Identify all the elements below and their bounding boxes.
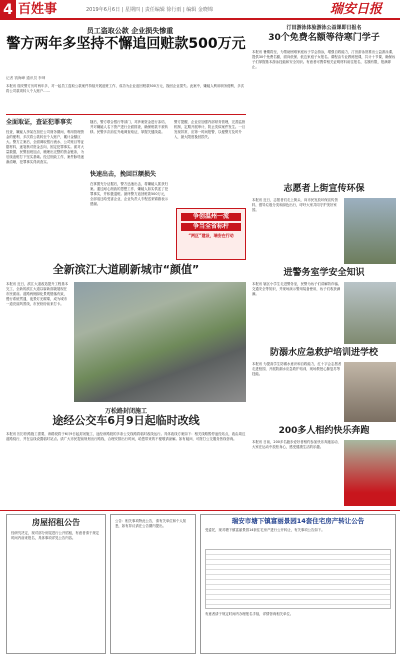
dateline: 2019年6月6日 | 星期四 | 责任编辑 徐行雨 | 编辑 金晓锦	[86, 7, 213, 13]
auction-table	[205, 549, 391, 609]
lead-intro: 本报讯 瑞安警方历时两年多，对一起员工盗取公款案件持续开展追赃工作，成功为企业追回赃款500万元，挽回企业损失。此案中，嫌疑人利用职务便利，多次将公司款项转入个人账户……	[6, 84, 245, 93]
column-text-3: 在掌握充分证据后，警方迅速出击，将嫌疑人抓获归案。通过耐心细致的思想工作，嫌疑人如实供述了犯罪事实，并积极退赃。最终警方追回赃款500万元，全部返还给受害企业，企业负责人专程送来锦旗表示感谢。	[90, 182, 168, 206]
binjiang-headline: 全新滨江大道刷新城市“颜值”	[52, 263, 200, 276]
rent-notice	[6, 514, 106, 654]
flood-photo	[344, 362, 396, 422]
column-text-2: 随后，警方联合银行等部门，对涉案资金进行冻结，并对嫌疑人名下资产进行全面排查，确保赃款不被转移。民警多次前往外地调查取证，掌握关键线索。	[90, 120, 168, 134]
flood-headline: 防溺水应急救护培训进学校	[269, 348, 378, 358]
column-text-1: 经查，嫌疑人李某在担任公司财务期间，利用管理资金的便利，多次将公款转至个人账户，累计金额巨大。警方立案后，全面调取银行流水、公司账目等证据材料，逐笔核对资金去向，固定犯罪事实。面对大量数据，民警加班加点，梳理出完整的资金链条，为后续追赃打下坚实基础。经过细致工作，案件脉络逐渐清晰，犯罪事实得到查实。	[6, 130, 84, 164]
section-title: 百姓事	[18, 2, 58, 17]
run-text: 本报讯 日前，200多名跑步爱好者相约参加快乐奔跑活动，大家在运动中放松身心，感受健康生活的乐趣。	[252, 440, 341, 449]
notice-text: 公告：相关事项特此公告，请有关单位和个人知悉，如有异议请在公告期内提出。	[115, 519, 187, 528]
auction-text: 受委托，现对塘下镇富丽景园14套住宅房产进行公开转让，有关事项公告如下。	[205, 528, 325, 533]
rent-title: 房屋招租公告	[32, 518, 80, 527]
volunteer-headline: 志愿者上街宣传环保	[283, 184, 365, 194]
rent-text: 经研究决定，现对部分房屋进行公开招租，有意者请于规定时间内前来报名，具体事项详见公告内容。	[11, 531, 100, 541]
volunteer-photo	[344, 198, 396, 264]
security-photo	[344, 282, 396, 344]
security-text: 本报讯 辖区小学生走进警务室，民警为孩子们讲解防诈骗、交通安全等知识，并现场演示警用装备使用，孩子们收获满满。	[252, 282, 342, 296]
closure-kicker: 万松路封闭施工	[104, 408, 147, 415]
divider	[6, 114, 246, 115]
notice-column	[110, 514, 196, 654]
page-number: 4	[0, 0, 16, 20]
subhead-evidence: 全面取证，查证犯罪事实	[6, 119, 73, 126]
badge-line-1: 争创温州一流	[181, 213, 241, 221]
binjiang-photo	[74, 282, 246, 402]
run-headline: 200多人相约快乐奔跑	[278, 426, 370, 436]
bus-text: 本报讯 暑期将至，为帮助困难家庭孩子学会游泳，增强自救能力，汀田游泳馆推出公益游泳课，提供30个免费名额，面向低保、低边家庭子女报名。课程由专业教练授课，共计十节课，确保孩子们掌握基本游泳技能和安全知识。有意者可携带相关证明材料前往报名，名额有限，报满即止。	[252, 50, 396, 69]
ads-divider	[0, 510, 400, 511]
closure-headline: 途经公交车6月9日起临时改线	[52, 414, 200, 427]
bus-kicker: 汀田游泳体验游泳公益课即日报名	[286, 25, 362, 31]
lead-kicker: 员工盗取公款 企业损失惨重	[86, 27, 174, 35]
binjiang-text: 本报讯 近日，滨江大道改造提升工程基本完工，全新的滨江大道以崭新面貌展现在市民面前。道路两侧绿化景观错落有致，慢行系统贯通，夜景灯光璀璨，成为城市一道亮丽风景线，市民纷纷前来打卡。	[6, 282, 69, 306]
auction-notice	[200, 514, 396, 654]
bus-headline: 30个免费名额等待寒门学子	[268, 33, 380, 43]
badge-line-2: 争当全省标杆	[181, 223, 241, 231]
newspaper-logo: 瑞安日报	[330, 2, 383, 17]
closure-text: 本报讯 因万松路施工需要，该路段将于6月9日起封闭施工，途经该路段的多条公交线路将临时改线运行。具体改线方案如下：相关线路暂停途经站点，改由周边道路绕行，并在沿线设置临时站点。请广大市民提前规划出行路线，合理安排出行时间，给您带来的不便敬请谅解。如有疑问，可拨打公交服务热线咨询。	[6, 432, 246, 441]
subhead-fast: 快速出击，挽回巨额损失	[90, 171, 157, 178]
lead-headline: 警方两年多坚持不懈追回赃款500万元	[6, 36, 246, 52]
security-headline: 进警务室学安全知识	[283, 268, 365, 278]
campaign-badge	[176, 208, 246, 260]
volunteer-text: 本报讯 近日，志愿者们走上街头，向市民发放环保宣传资料，倡导垃圾分类和绿色出行，呼吁大家共同守护美好家园。	[252, 198, 338, 212]
badge-line-3: “两区”建设，瑞安在行动	[188, 233, 234, 238]
run-photo	[344, 440, 396, 506]
column-text-4: 警方提醒，企业应加强内部财务管理，完善监督机制，定期开展审计，防止类似案件发生。一旦发现异常，应第一时间报警，以便警方及时介入，最大限度挽回损失。	[174, 120, 246, 139]
lead-byline: 记者 钱海峰 通讯员 李坤	[6, 76, 46, 80]
auction-title: 瑞安市塘下镇富丽景园14套住宅房产转让公告	[231, 517, 365, 525]
flood-text: 本报讯 为提高学生防溺水意识和自救能力，红十字会志愿者走进校园，开展防溺水应急救护培训，现场教授心肺复苏等技能。	[252, 362, 342, 376]
auction-footer: 有意者请于规定时间内办理报名手续，详情咨询相关单位。	[205, 612, 294, 617]
